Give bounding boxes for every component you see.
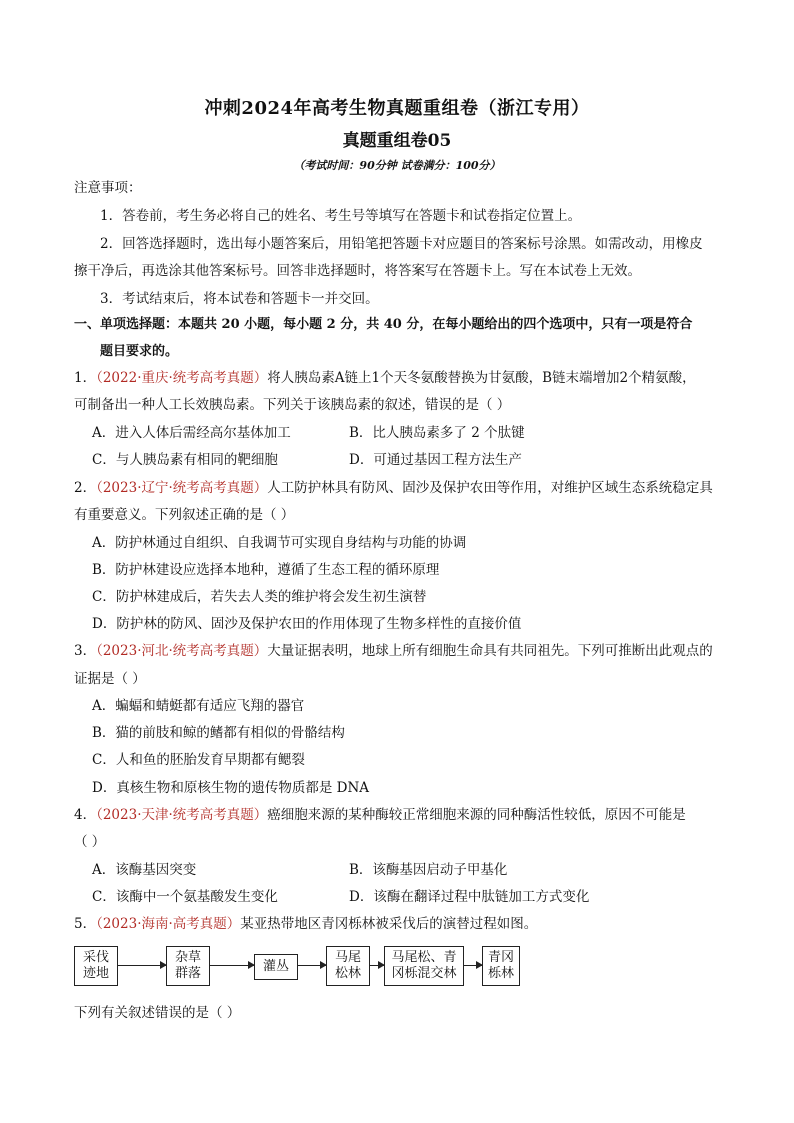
- flow-box-shrubland: 灌丛: [254, 954, 298, 980]
- notice-item-3: 3．考试结束后，将本试卷和答题卡一并交回。: [100, 291, 379, 307]
- question-4-option-a: A．该酶基因突变: [92, 862, 197, 878]
- flow-arrow: [464, 965, 482, 966]
- flow-box-logged-land: 采伐 迹地: [74, 946, 118, 986]
- question-stem: 人工防护林具有防风、固沙及保护农田等作用，对维护区域生态系统稳定具: [267, 480, 713, 496]
- notice-item-2-line-2: 擦干净后，再选涂其他答案标号。回答非选择题时，将答案写在答题卡上。写在本试卷上无效。: [74, 263, 641, 279]
- question-2-line-2: 有重要意义。下列叙述正确的是（ ）: [74, 507, 295, 523]
- question-3-option-a: A．蝙蝠和蜻蜓都有适应飞翔的器官: [92, 698, 305, 714]
- question-4-option-b: B．该酶基因启动子甲基化: [349, 862, 508, 878]
- paper-subtitle: 真题重组卷05: [342, 131, 452, 151]
- question-1-line-2: 可制备出一种人工长效胰岛素。下列关于该胰岛素的叙述，错误的是（ ）: [74, 397, 511, 413]
- question-source: （2023·辽宁·统考高考真题）: [96, 480, 268, 496]
- question-source: （2023·海南·高考真题）: [96, 916, 241, 932]
- question-2-option-d: D．防护林的防风、固沙及保护农田的作用体现了生物多样性的直接价值: [92, 616, 522, 632]
- flow-arrow: [298, 965, 326, 966]
- question-source: （2022·重庆·统考高考真题）: [96, 370, 268, 386]
- question-2-option-a: A．防护林通过自组织、自我调节可实现自身结构与功能的协调: [92, 535, 467, 551]
- question-2-line-1: [74, 478, 713, 498]
- flow-arrow: [118, 965, 166, 966]
- question-3-option-b: B．猫的前肢和鲸的鳍都有相似的骨骼结构: [92, 725, 345, 741]
- question-stem: 将人胰岛素A链上1个天冬氨酸替换为甘氨酸，B链末端增加2个精氨酸，: [267, 370, 696, 386]
- question-1-option-d: D．可通过基因工程方法生产: [349, 452, 522, 468]
- section-heading-line-1: 一、单项选择题：本题共 20 小题，每小题 2 分，共 40 分，在每小题给出的四个选项中，只有一项是符合: [74, 317, 693, 332]
- question-number: 1．: [74, 370, 97, 386]
- question-stem: 大量证据表明，地球上所有细胞生命具有共同祖先。下列可推断出此观点的: [267, 643, 713, 659]
- notice-item-1: 1．答卷前，考生务必将自己的姓名、考生号等填写在答题卡和试卷指定位置上。: [100, 208, 582, 224]
- succession-flow-diagram: [74, 946, 514, 990]
- flow-box-weed-community: 杂草 群落: [166, 946, 210, 986]
- question-source: （2023·河北·统考高考真题）: [96, 643, 268, 659]
- question-3-line-1: [74, 641, 713, 661]
- question-number: 3．: [74, 643, 97, 659]
- section-heading-line-2: 题目要求的。: [100, 344, 179, 359]
- question-4-option-c: C．该酶中一个氨基酸发生变化: [92, 889, 278, 905]
- question-2-option-b: B．防护林建设应选择本地种，遵循了生态工程的循环原理: [92, 562, 440, 578]
- question-4-option-d: D．该酶在翻译过程中肽链加工方式变化: [349, 889, 590, 905]
- question-1-line-1: [74, 368, 696, 388]
- flow-arrow: [370, 965, 384, 966]
- question-3-line-2: 证据是（ ）: [74, 671, 146, 687]
- flow-box-masson-pine-forest: 马尾 松林: [326, 946, 370, 986]
- question-5-line-1: [74, 914, 537, 934]
- flow-arrow: [210, 965, 254, 966]
- notice-item-2-line-1: 2．回答选择题时，选出每小题答案后，用铅笔把答题卡对应题目的答案标号涂黑。如需改动，用橡皮: [100, 236, 703, 252]
- question-3-option-d: D．真核生物和原核生物的遗传物质都是 DNA: [92, 780, 369, 796]
- question-4-line-2: （ ）: [74, 834, 106, 850]
- page-title: 冲刺2024年高考生物真题重组卷（浙江专用）: [204, 98, 590, 119]
- question-1-option-c: C．与人胰岛素有相同的靶细胞: [92, 452, 278, 468]
- flow-box-cyclobalanopsis-forest: 青冈 栎林: [482, 946, 520, 986]
- question-number: 4．: [74, 807, 97, 823]
- question-4-line-1: [74, 805, 686, 825]
- question-source: （2023·天津·统考高考真题）: [96, 807, 268, 823]
- question-5-line-2: 下列有关叙述错误的是（ ）: [74, 1005, 241, 1021]
- question-stem: 癌细胞来源的某种酶较正常细胞来源的同种酶活性较低，原因不可能是: [267, 807, 686, 823]
- flow-box-mixed-forest: 马尾松、青 冈栎混交林: [384, 946, 464, 986]
- exam-info: （考试时间：90分钟 试卷满分：100分）: [293, 159, 501, 172]
- question-1-option-b: B．比人胰岛素多了 2 个肽键: [349, 425, 525, 441]
- question-1-option-a: A．进入人体后需经高尔基体加工: [92, 425, 291, 441]
- question-3-option-c: C．人和鱼的胚胎发育早期都有鳃裂: [92, 752, 305, 768]
- question-stem: 某亚热带地区青冈栎林被采伐后的演替过程如图。: [240, 916, 538, 932]
- notice-heading: 注意事项：: [74, 180, 142, 196]
- question-2-option-c: C．防护林建成后，若失去人类的维护将会发生初生演替: [92, 589, 427, 605]
- question-number: 2．: [74, 480, 97, 496]
- question-number: 5．: [74, 916, 97, 932]
